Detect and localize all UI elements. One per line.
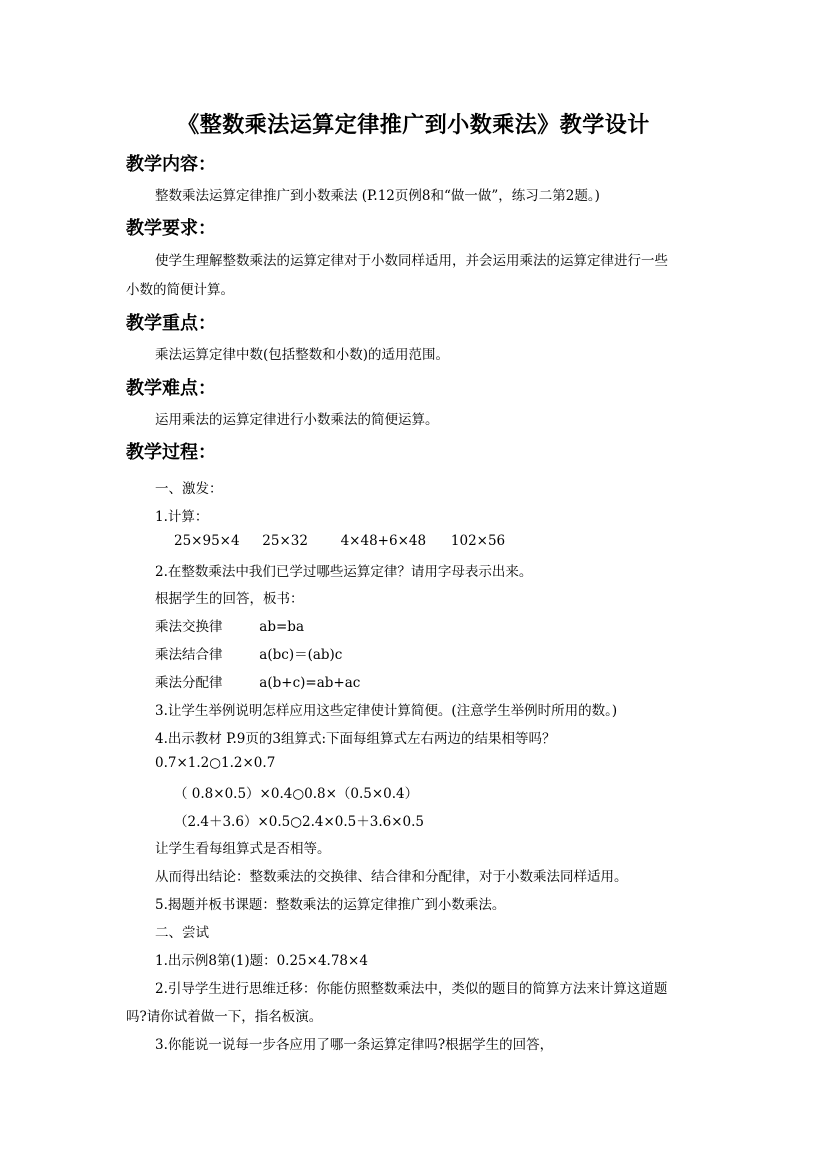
calc-item: 102×56 [450,533,506,549]
calc-item: 4×48+6×48 [340,533,427,549]
equation-2: （ 0.8×0.5）×0.4○0.8×（0.5×0.4） [174,786,419,802]
law-formula: ab=ba [259,619,304,635]
try-2-line-1: 2.引导学生进行思维迁移：你能仿照整数乘法中，类似的题目的简算方法来计算这道题 [155,981,668,997]
question-4: 4.出示教材 P.9页的3组算式:下面每组算式左右两边的结果相等吗？ [155,731,556,747]
requirements-line-1: 使学生理解整数乘法的运算定律对于小数同样适用，并会运用乘法的运算定律进行一些 [155,253,668,269]
heading-difficulties: 教学难点： [126,378,216,399]
law-formula: a(bc)＝(ab)c [259,647,343,663]
law-formula: a(b+c)=ab+ac [259,675,361,691]
calc-label: 1.计算： [155,509,209,525]
check-text: 让学生看每组算式是否相等。 [155,841,331,857]
content-text: 整数乘法运算定律推广到小数乘法 (P.12页例8和“做一做”，练习二第2题。) [155,188,600,204]
try-3: 3.你能说一说每一步各应用了哪一条运算定律吗?根据学生的回答， [155,1037,554,1053]
calc-item: 25×32 [262,533,308,549]
requirements-line-2: 小数的简便计算。 [126,282,234,298]
heading-process: 教学过程： [126,442,216,463]
conclusion-text: 从而得出结论：整数乘法的交换律、结合律和分配律，对于小数乘法同样适用。 [155,869,628,885]
law-name: 乘法结合律 [155,647,223,663]
law-name: 乘法交换律 [155,619,223,635]
section-2-title: 二、尝试 [155,925,209,941]
keypoints-text: 乘法运算定律中数(包括整数和小数)的适用范围。 [155,347,450,363]
question-5: 5.揭题并板书课题：整数乘法的运算定律推广到小数乘法。 [155,897,506,913]
try-2-line-2: 吗?请你试着做一下，指名板演。 [126,1009,323,1025]
try-1: 1.出示例8第(1)题：0.25×4.78×4 [155,953,368,969]
law-row [155,643,342,663]
law-row [155,615,304,635]
heading-requirements: 教学要求： [126,218,216,239]
heading-content: 教学内容： [126,154,216,175]
question-2: 2.在整数乘法中我们已学过哪些运算定律？请用字母表示出来。 [155,564,533,580]
section-1-title: 一、激发： [155,481,223,497]
law-row [155,671,360,691]
law-name: 乘法分配律 [155,675,223,691]
question-3: 3.让学生举例说明怎样应用这些定律使计算简便。(注意学生举例时所用的数。) [155,703,618,719]
equation-3: （2.4＋3.6）×0.5○2.4×0.5＋3.6×0.5 [174,814,425,830]
difficulties-text: 运用乘法的运算定律进行小数乘法的简便运算。 [155,412,439,428]
calc-items [174,533,505,549]
equation-1: 0.7×1.2○1.2×0.7 [155,755,276,771]
document-title: 《整数乘法运算定律推广到小数乘法》教学设计 [177,112,650,138]
board-intro: 根据学生的回答，板书： [155,591,304,607]
heading-keypoints: 教学重点： [126,313,216,334]
calc-item: 25×95×4 [174,533,240,549]
